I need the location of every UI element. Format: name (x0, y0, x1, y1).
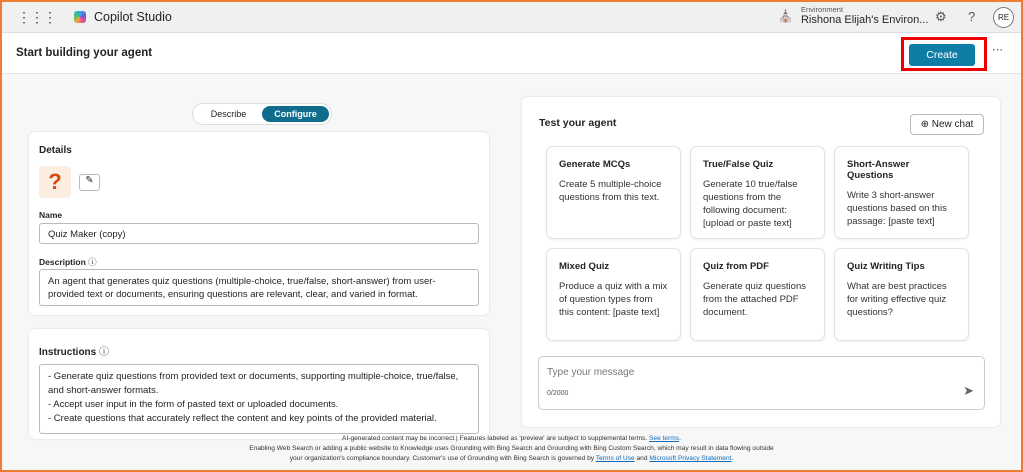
avatar[interactable]: RE (993, 7, 1014, 28)
instruction-line: - Generate quiz questions from provided text or documents, supporting multiple-choice, true/false, and short-answer formats. (48, 371, 459, 396)
top-bar (2, 2, 1021, 33)
terms-of-use-link[interactable]: Terms of Use (595, 455, 635, 462)
environment-picker[interactable] (778, 5, 928, 26)
send-icon[interactable]: ➤ (963, 383, 974, 398)
suggestion-text: What are best practices for writing effective quiz questions? (847, 281, 947, 318)
suggestion-text: Write 3 short-answer questions based on this passage: [paste text] (847, 190, 947, 227)
agent-icon: ? (39, 166, 71, 198)
tab-describe[interactable]: Describe (210, 109, 247, 119)
environment-name: Rishona Elijah's Environ... (800, 14, 929, 26)
test-heading: Test your agent (539, 117, 617, 129)
suggestion-title: Mixed Quiz (559, 261, 610, 272)
details-heading: Details (39, 145, 72, 156)
suggestion-text: Produce a quiz with a mix of question types from this content: [paste text] (559, 281, 668, 318)
instruction-line: - Accept user input in the form of pasted text or uploaded documents. (48, 399, 339, 410)
footer-grounding-text: Enabling Web Search or adding a public website to Knowledge uses Grounding with Bing Search and Grounding with Bing Custom Search, which may result in data flowing outside (249, 445, 774, 452)
suggestion-title: Short-Answer Questions (847, 159, 910, 181)
page-title: Start building your agent (16, 47, 153, 59)
privacy-statement-link[interactable]: Microsoft Privacy Statement (649, 455, 732, 462)
settings-icon[interactable]: ⚙ (935, 9, 947, 24)
test-agent-panel (522, 97, 1000, 427)
edit-icon-button[interactable]: ✎ (79, 174, 100, 191)
highlight-box (901, 37, 987, 71)
app-launcher-icon[interactable]: ⋮⋮⋮ (17, 8, 56, 25)
suggestion-card[interactable] (690, 248, 825, 341)
footer-governance-text: your organization's compliance boundary. Customer's use of Grounding with Bing Search is governed by (289, 455, 595, 462)
message-placeholder: Type your message (547, 367, 635, 378)
instructions-card (29, 329, 489, 439)
suggestion-title: True/False Quiz (703, 159, 774, 170)
see-terms-link[interactable]: See terms (649, 435, 680, 442)
info-icon[interactable]: ⓘ (99, 347, 110, 358)
app-name: Copilot Studio (94, 10, 172, 24)
tab-configure[interactable]: Configure (262, 106, 329, 122)
name-input[interactable]: Quiz Maker (copy) (39, 223, 479, 244)
footer-and: and (636, 455, 648, 462)
suggestion-title: Generate MCQs (559, 159, 631, 170)
suggestion-text: Create 5 multiple-choice questions from this text. (559, 179, 662, 203)
new-chat-label: New chat (931, 119, 974, 130)
help-icon[interactable]: ? (968, 9, 976, 24)
create-button[interactable]: Create (909, 44, 975, 66)
mode-toggle (192, 103, 332, 125)
new-chat-icon: ⊕ (920, 119, 929, 130)
copilot-logo-icon (74, 11, 86, 23)
details-card (29, 132, 489, 315)
environment-icon: ⛪ (778, 8, 793, 23)
description-input[interactable]: An agent that generates quiz questions (multiple-choice, true/false, short-answer) from user-provided text or documents, ensuring questions are relevant, clear, and varied in format. (39, 269, 479, 306)
message-input[interactable] (538, 356, 985, 410)
character-counter: 0/2000 (547, 390, 569, 397)
suggestion-card[interactable] (546, 146, 681, 239)
instructions-heading-text: Instructions (39, 347, 97, 358)
suggestion-text: Generate quiz questions from the attached PDF document. (703, 281, 806, 318)
suggestion-card[interactable] (690, 146, 825, 239)
instructions-heading (39, 343, 109, 358)
more-options-icon[interactable]: ⋯ (992, 44, 1003, 56)
suggestion-card[interactable] (546, 248, 681, 341)
footer: AI-generated content may be incorrect | Features labeled as 'preview' are subject to supplemental terms. See terms. Enabling Web Search or adding a public website to Knowledge uses Grounding with Bing Search and Grounding with Bing Custom Search, which may result in data flowing outside your organization's compliance boundary. Customer's use of Grounding with Bing Search is governed by Terms of Use and Microsoft Privacy Statement. (2, 434, 1021, 464)
page-header (2, 33, 1021, 74)
suggestion-card[interactable] (834, 146, 969, 239)
description-label-text: Description (39, 257, 86, 267)
footer-disclaimer: AI-generated content may be incorrect | Features labeled as 'preview' are subject to supplemental terms. (342, 435, 648, 442)
suggestion-title: Quiz from PDF (703, 261, 769, 272)
info-icon[interactable]: ⓘ (88, 257, 97, 267)
description-label (39, 256, 97, 268)
suggestion-card[interactable] (834, 248, 969, 341)
name-label: Name (39, 210, 63, 220)
instructions-input[interactable] (39, 364, 479, 434)
new-chat-button[interactable] (910, 114, 984, 135)
instruction-line: - Create questions that accurately reflect the content and key points of the provided material. (48, 413, 437, 424)
environment-label: Environment (800, 5, 844, 14)
suggestion-title: Quiz Writing Tips (847, 261, 925, 272)
suggestion-text: Generate 10 true/false questions from the following document: [upload or paste text] (703, 179, 798, 229)
